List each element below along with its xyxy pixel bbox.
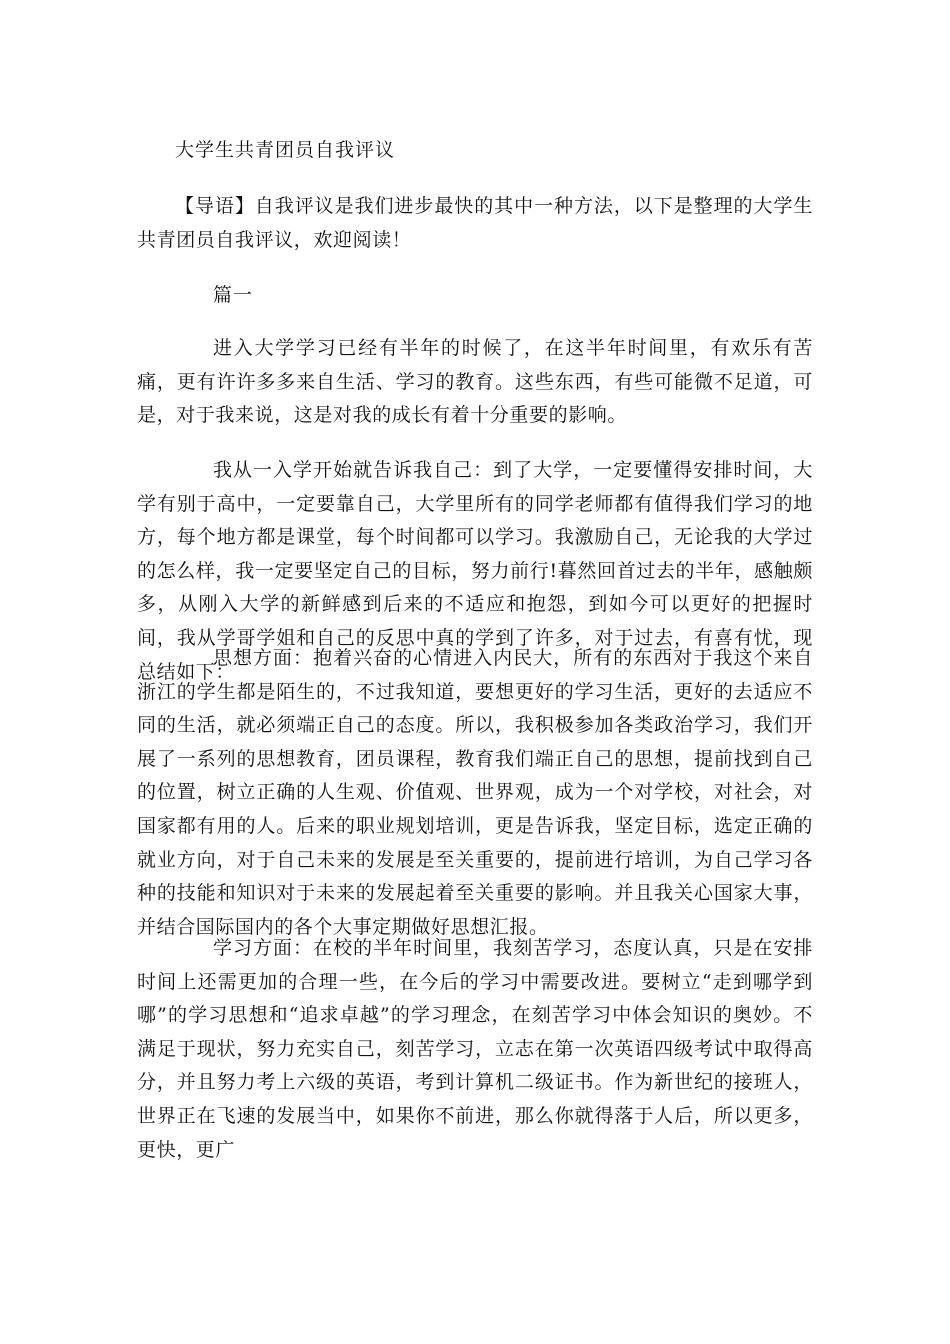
section-label: 篇一 <box>213 284 254 306</box>
body-paragraph-1: 进入大学学习已经有半年的时候了，在这半年时间里，有欢乐有苦痛，更有许许多多来自生活、学习的教育。这些东西，有些可能微不足道，可是，对于我来说，这是对我的成长有着十分重要的影响。 <box>137 337 813 427</box>
body-paragraph-4: 学习方面：在校的半年时间里，我刻苦学习，态度认真，只是在安排时间上还需更加的合理一些，在今后的学习中需要改进。要树立“走到哪学到哪”的学习思想和“追求卓越”的学习理念，在刻苦学习中体会知识的奥妙。不满足于现状，努力充实自己，刻苦学习，立志在第一次英语四级考试中取得高分，并且努力考上六级的英语，考到计算机二级证书。作为新世纪的接班人，世界正在飞速的发展当中，如果你不前进，那么你就得落于人后，所以更多，更快，更广 <box>137 937 813 1161</box>
body-paragraph-3: 思想方面：抱着兴奋的心情进入内民大，所有的东西对于我这个来自浙江的学生都是陌生的，不过我知道，要想更好的学习生活，更好的去适应不同的生活，就必须端正自己的态度。所以，我积极参加各类政治学习，我们开展了一系列的思想教育，团员课程，教育我们端正自己的思想，提前找到自己的位置，树立正确的人生观、价值观、世界观，成为一个对学校，对社会，对国家都有用的人。后来的职业规划培训，更是告诉我，坚定目标，选定正确的就业方向，对于自己未来的发展是至关重要的，提前进行培训，为自己学习各种的技能和知识对于未来的发展起着至关重要的影响。并且我关心国家大事，并结合国际国内的各个大事定期做好思想汇报。 <box>137 647 813 938</box>
body-paragraph-2: 我从一入学开始就告诉我自己：到了大学，一定要懂得安排时间，大学有别于高中，一定要靠自己，大学里所有的同学老师都有值得我们学习的地方，每个地方都是课堂，每个时间都可以学习。我激励自己，无论我的大学过的怎么样，我一定要坚定自己的目标，努力前行!暮然回首过去的半年，感触颇多，从刚入大学的新鲜感到后来的不适应和抱怨，到如今可以更好的把握时间，我从学哥学姐和自己的反思中真的学到了许多，对于过去，有喜有忧，现总结如下： <box>137 459 813 683</box>
document-title: 大学生共青团员自我评议 <box>175 139 396 161</box>
intro-paragraph: 【导语】自我评议是我们进步最快的其中一种方法，以下是整理的大学生共青团员自我评议，欢迎阅读！ <box>137 195 813 251</box>
